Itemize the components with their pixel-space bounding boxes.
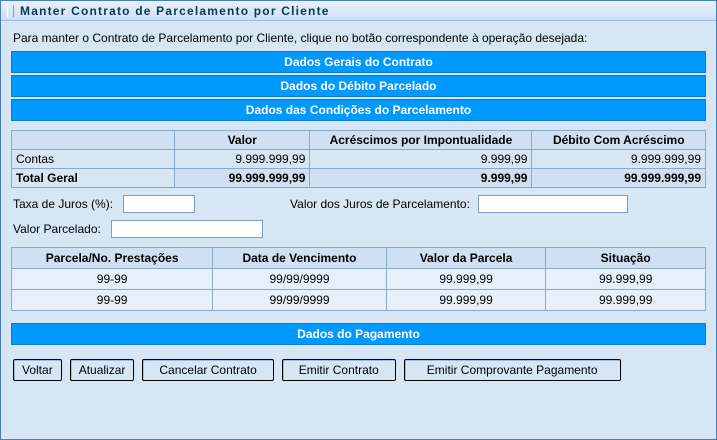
valor-juros-input[interactable] — [478, 195, 628, 213]
cell-contas-debito: 9.999.999,99 — [532, 150, 706, 169]
cell-contas-acrescimos: 9.999,99 — [310, 150, 532, 169]
cell-valor-parcela: 99.999,99 — [386, 269, 546, 290]
cell-parcela: 99-99 — [12, 290, 213, 311]
parcelas-table — [11, 247, 706, 311]
cell-valor-parcela: 99.999,99 — [386, 290, 546, 311]
cell-situacao: 99.999,99 — [546, 269, 706, 290]
table-row — [12, 269, 706, 290]
table-row — [12, 290, 706, 311]
window-content — [1, 21, 716, 381]
taxa-juros-input[interactable] — [123, 195, 195, 213]
valor-parcelado-row — [13, 220, 706, 238]
valor-parcelado-label: Valor Parcelado: — [13, 222, 101, 236]
cancelar-contrato-button[interactable]: Cancelar Contrato — [142, 359, 273, 381]
column-header-empty — [12, 131, 175, 150]
table-row — [12, 169, 706, 188]
valor-juros-label: Valor dos Juros de Parcelamento: — [290, 197, 470, 211]
cell-situacao: 99.999,99 — [546, 290, 706, 311]
footer-strip — [1, 433, 716, 439]
table-row — [12, 150, 706, 169]
column-header-debito: Débito Com Acréscimo — [532, 131, 706, 150]
grip-icon — [7, 5, 14, 17]
section-bar-dados-gerais-do-contrato[interactable]: Dados Gerais do Contrato — [11, 51, 706, 73]
instruction-text: Para manter o Contrato de Parcelamento por Cliente, clique no botão correspondente à operação desejada: — [13, 31, 588, 45]
values-table — [11, 130, 706, 188]
section-bar-dados-do-pagamento[interactable]: Dados do Pagamento — [11, 323, 706, 345]
column-header-valor: Valor — [175, 131, 310, 150]
column-header-situacao: Situação — [546, 248, 706, 269]
row-label-contas: Contas — [12, 150, 175, 169]
atualizar-button[interactable]: Atualizar — [70, 359, 135, 381]
section-bar-dados-das-condicoes-do-parcelamento[interactable]: Dados das Condições do Parcelamento — [11, 99, 706, 121]
cell-contas-valor: 9.999.999,99 — [175, 150, 310, 169]
table-header-row — [12, 131, 706, 150]
cell-total-debito: 99.999.999,99 — [532, 169, 706, 188]
cell-total-valor: 99.999.999,99 — [175, 169, 310, 188]
column-header-valor-parcela: Valor da Parcela — [386, 248, 546, 269]
cell-vencimento: 99/99/9999 — [213, 290, 387, 311]
window-title: Manter Contrato de Parcelamento por Cliente — [20, 3, 330, 18]
cell-total-acrescimos: 9.999,99 — [310, 169, 532, 188]
emitir-comprovante-pagamento-button[interactable]: Emitir Comprovante Pagamento — [404, 359, 621, 381]
voltar-button[interactable]: Voltar — [13, 359, 62, 381]
taxa-juros-label: Taxa de Juros (%): — [13, 197, 114, 211]
valor-parcelado-input[interactable] — [111, 220, 263, 238]
button-bar — [11, 359, 706, 381]
cell-parcela: 99-99 — [12, 269, 213, 290]
table-header-row — [12, 248, 706, 269]
column-header-parcela: Parcela/No. Prestações — [12, 248, 213, 269]
emitir-contrato-button[interactable]: Emitir Contrato — [282, 359, 396, 381]
column-header-vencimento: Data de Vencimento — [213, 248, 387, 269]
row-label-total-geral: Total Geral — [12, 169, 175, 188]
cell-vencimento: 99/99/9999 — [213, 269, 387, 290]
juros-field-row — [13, 195, 706, 213]
column-header-acrescimos: Acréscimos por Impontualidade — [310, 131, 532, 150]
section-bar-dados-do-debito-parcelado[interactable]: Dados do Débito Parcelado — [11, 75, 706, 97]
title-bar — [1, 1, 716, 21]
